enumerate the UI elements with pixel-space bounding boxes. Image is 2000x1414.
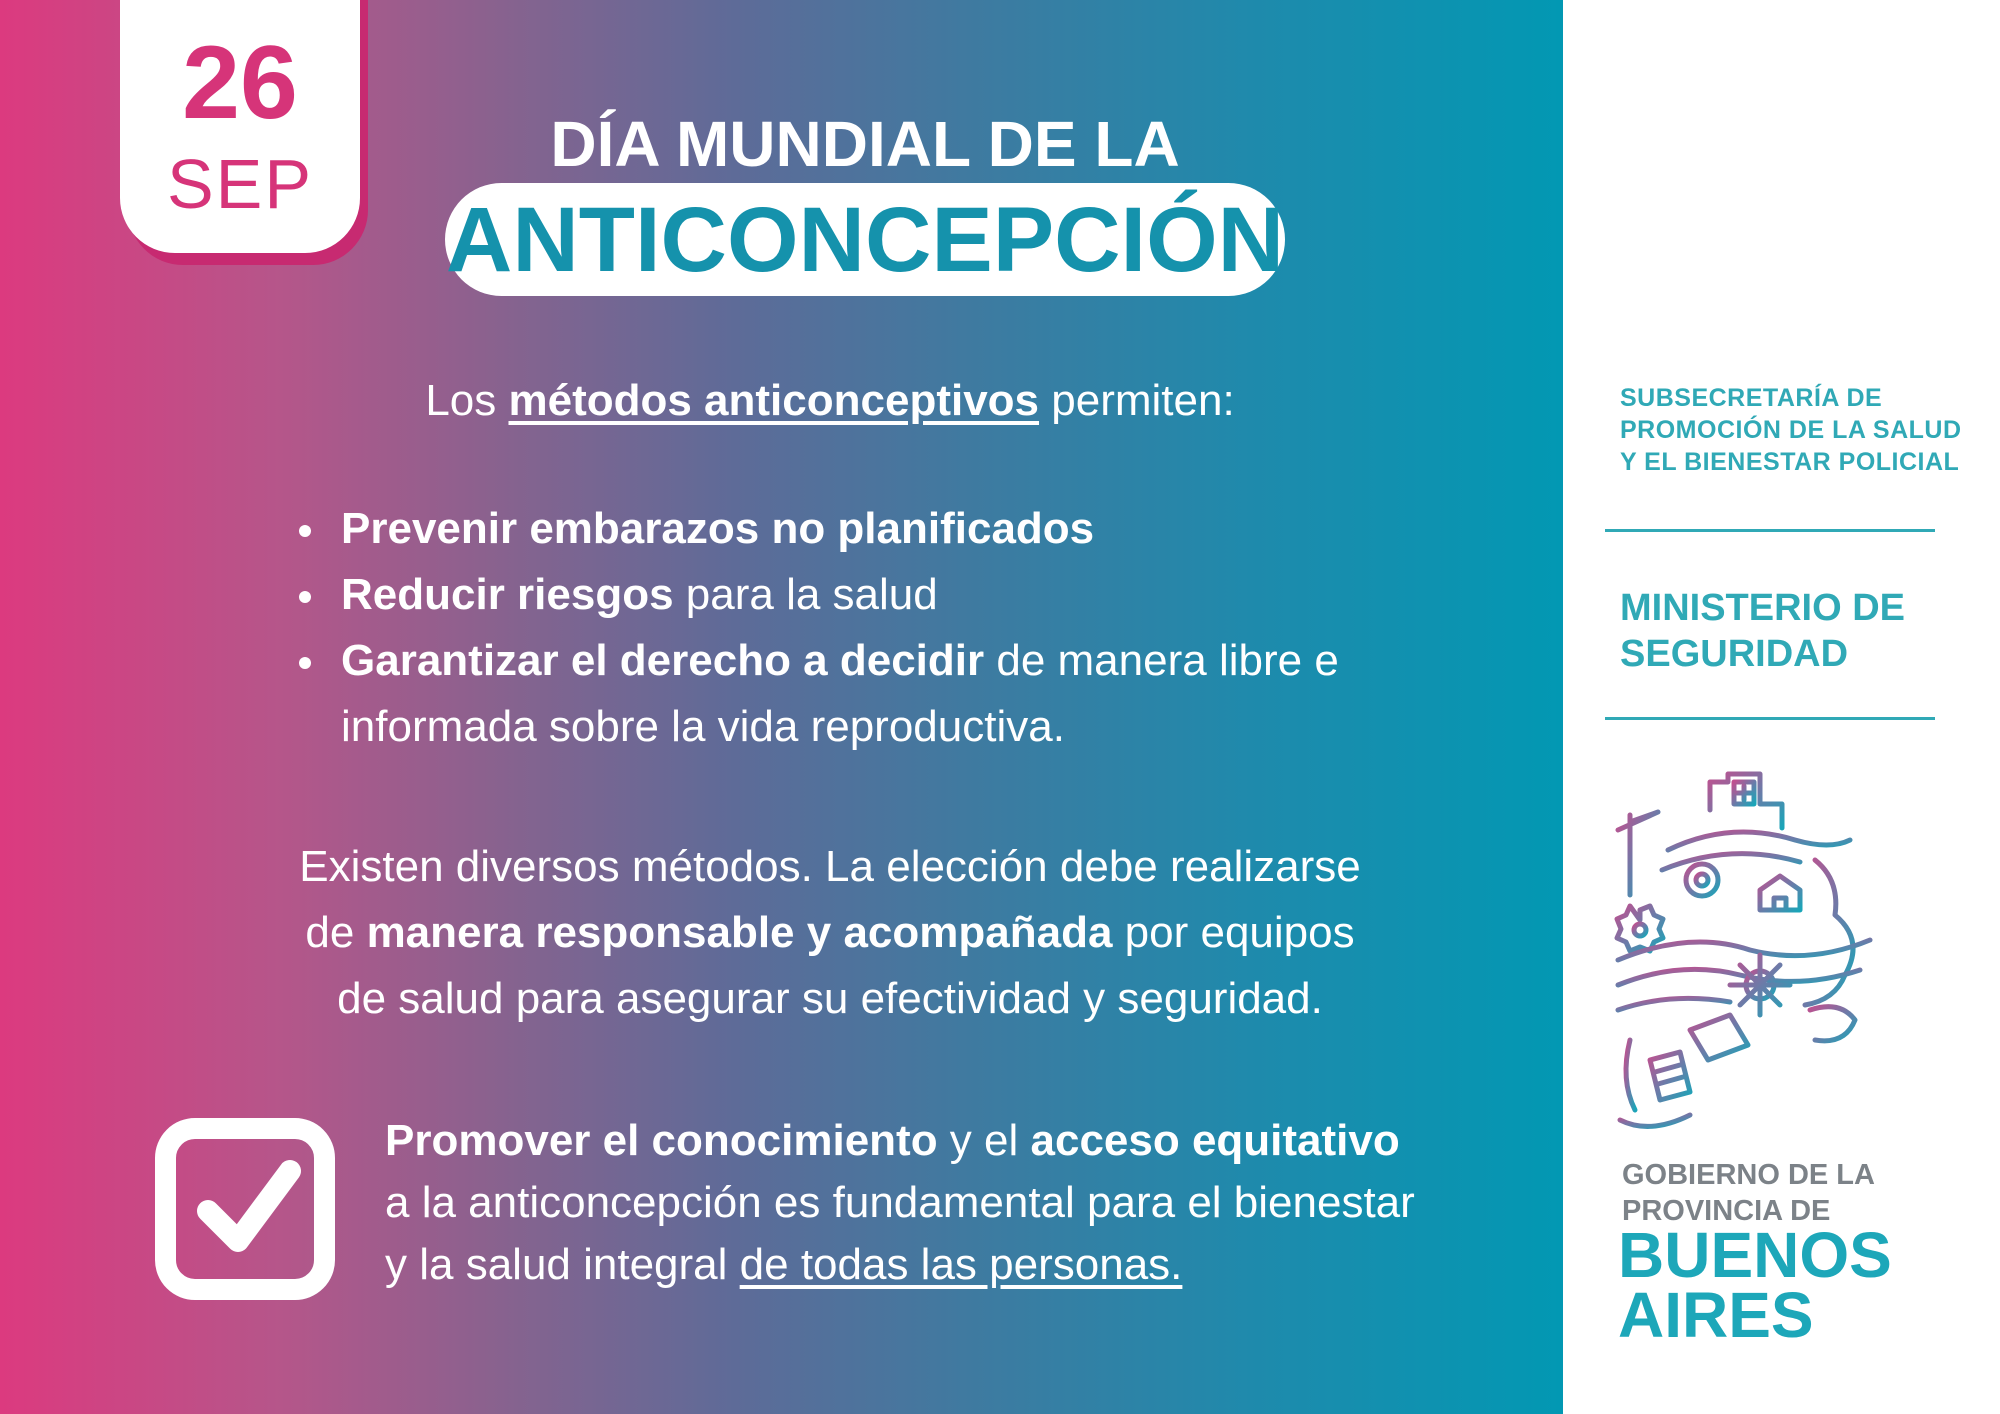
closing-line-3-underlined: de todas las personas. bbox=[739, 1240, 1183, 1289]
ministry-label bbox=[1620, 585, 1905, 677]
ministry-line: SEGURIDAD bbox=[1620, 633, 1849, 675]
list-item-continuation: informada sobre la vida reproductiva. bbox=[341, 702, 1065, 751]
list-item-rest: para la salud bbox=[673, 570, 938, 619]
paragraph-line-2-post: por equipos bbox=[1112, 908, 1355, 957]
closing-line-1 bbox=[385, 1108, 1400, 1174]
list-item bbox=[295, 628, 1339, 760]
gobierno-line: PROVINCIA DE bbox=[1622, 1195, 1831, 1227]
province-map-emblem-icon bbox=[1610, 770, 1900, 1140]
checkbox-checked-icon bbox=[155, 1118, 335, 1300]
intro-pre: Los bbox=[425, 376, 509, 425]
ministry-line: MINISTERIO DE bbox=[1620, 587, 1906, 629]
closing-bold-2: acceso equitativo bbox=[1030, 1116, 1400, 1165]
subsecretaria-line: Y EL BIENESTAR POLICIAL bbox=[1620, 448, 1960, 476]
intro-post: permiten: bbox=[1039, 376, 1235, 425]
subsecretaria-label bbox=[1620, 382, 1962, 478]
paragraph-line-2 bbox=[230, 900, 1430, 966]
closing-line-3 bbox=[385, 1232, 1182, 1298]
title-line-2: ANTICONCEPCIÓN bbox=[445, 189, 1285, 291]
date-day: 26 bbox=[182, 25, 298, 141]
closing-line-2: a la anticoncepción es fundamental para el bienestar bbox=[385, 1178, 1415, 1227]
buenos-aires-line: AIRES bbox=[1618, 1279, 1814, 1351]
closing-line-3-pre: y la salud integral bbox=[385, 1240, 740, 1289]
sidebar-divider bbox=[1605, 717, 1935, 720]
list-item-bold: Garantizar el derecho a decidir bbox=[341, 636, 985, 685]
date-month: SEP bbox=[166, 145, 314, 223]
buenos-aires-line: BUENOS bbox=[1618, 1219, 1892, 1291]
subsecretaria-line: PROMOCIÓN DE LA SALUD bbox=[1620, 416, 1962, 444]
closing-bold-1: Promover el conocimiento bbox=[385, 1116, 938, 1165]
paragraph-line-1: Existen diversos métodos. La elección debe realizarse bbox=[299, 842, 1361, 891]
sidebar-divider bbox=[1605, 529, 1935, 532]
gobierno-line: GOBIERNO DE LA bbox=[1622, 1159, 1875, 1191]
paragraph-line-2-pre: de bbox=[305, 908, 367, 957]
closing-mid: y el bbox=[937, 1116, 1031, 1165]
checkmark-icon bbox=[194, 1153, 304, 1263]
intro-text bbox=[0, 368, 1660, 434]
paragraph-line-2-bold: manera responsable y acompañada bbox=[366, 908, 1113, 957]
list-item-bold: Prevenir embarazos no planificados bbox=[341, 504, 1095, 553]
buenos-aires-label bbox=[1618, 1219, 1892, 1351]
list-item-rest: de manera libre e bbox=[984, 636, 1339, 685]
benefits-list bbox=[295, 496, 1339, 760]
intro-emphasis: métodos anticonceptivos bbox=[508, 376, 1040, 425]
list-item-bold: Reducir riesgos bbox=[341, 570, 674, 619]
list-item bbox=[295, 562, 1339, 628]
paragraph-line-3: de salud para asegurar su efectividad y seguridad. bbox=[337, 974, 1323, 1023]
subsecretaria-line: SUBSECRETARÍA DE bbox=[1620, 384, 1883, 412]
list-item bbox=[295, 496, 1339, 562]
title-line-1: DÍA MUNDIAL DE LA bbox=[550, 108, 1180, 180]
